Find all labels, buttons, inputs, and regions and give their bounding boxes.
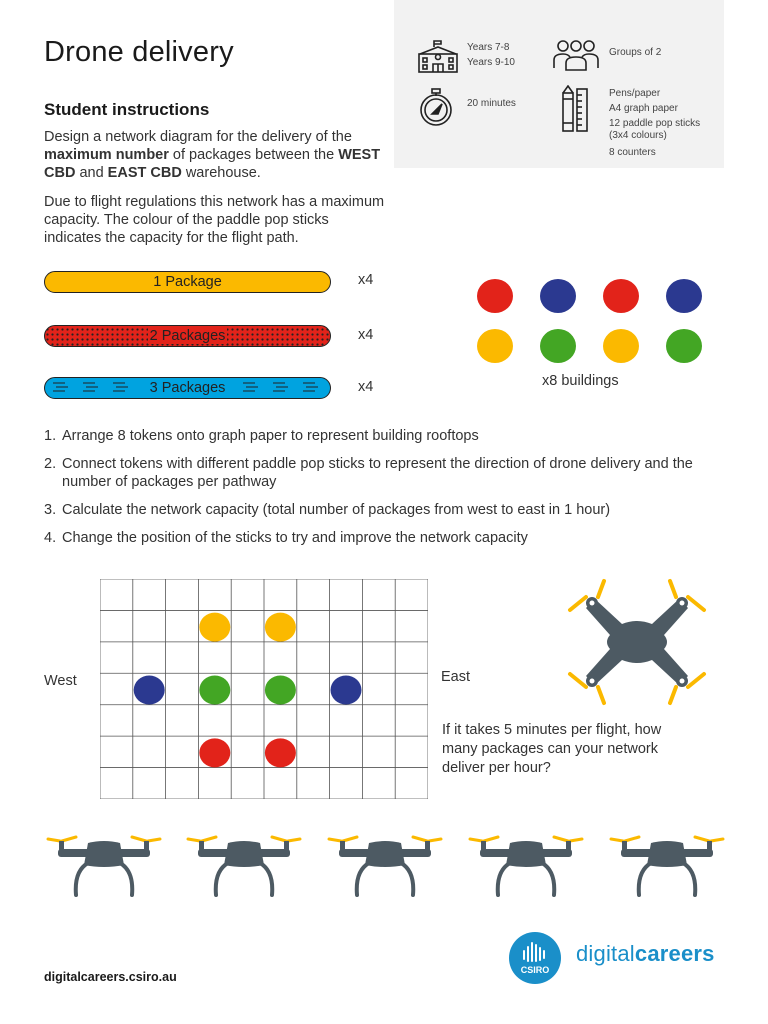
- brand-bold: careers: [634, 941, 715, 966]
- materials-5: 8 counters: [609, 147, 656, 158]
- years-line-1: Years 7-8: [467, 42, 510, 53]
- step-number: 1.: [44, 428, 57, 444]
- building-token: [603, 279, 639, 313]
- csiro-logo-text: CSIRO: [520, 965, 550, 975]
- step-text: Change the position of the sticks to try and improve the network capacity: [62, 530, 528, 546]
- stick-2-packages: [44, 325, 331, 347]
- drone-side-icon: [325, 835, 445, 906]
- step-text: Connect tokens with different paddle pop sticks to represent the direction of drone delivery and the number of packages per pathway: [62, 456, 693, 490]
- instruction-list: [44, 427, 724, 557]
- materials-2: A4 graph paper: [609, 103, 678, 114]
- stick-label: 1 Package: [153, 274, 222, 290]
- intro-text: warehouse.: [181, 165, 261, 181]
- intro-paragraph-1: [44, 128, 389, 182]
- intro-text: and: [75, 165, 108, 181]
- step-number: 2.: [44, 456, 57, 472]
- list-item: [44, 455, 724, 491]
- intro-text: of packages between the: [168, 147, 339, 163]
- grid-building-token: [265, 613, 296, 642]
- drone-side-icon: [466, 835, 586, 906]
- grid-building-token: [199, 738, 230, 767]
- intro-bold-east: EAST CBD: [107, 165, 182, 181]
- question-text: If it takes 5 minutes per flight, how many packages can your network deliver per hour?: [442, 722, 662, 776]
- years-line-2: Years 9-10: [467, 57, 515, 68]
- building-token: [477, 329, 513, 363]
- groups-text: Groups of 2: [609, 47, 662, 58]
- graph-paper-grid: [100, 579, 428, 799]
- list-item: [44, 529, 724, 547]
- buildings-label: x8 buildings: [542, 373, 619, 389]
- building-token: [603, 329, 639, 363]
- materials-3: 12 paddle pop sticks: [609, 118, 701, 129]
- grid-building-token: [331, 676, 362, 705]
- building-token: [477, 279, 513, 313]
- stick-count: x4: [358, 327, 374, 343]
- step-text: Arrange 8 tokens onto graph paper to represent building rooftops: [62, 428, 479, 444]
- materials-1: Pens/paper: [609, 88, 661, 99]
- intro-bold-west: WEST CBD: [44, 147, 381, 181]
- step-number: 3.: [44, 502, 57, 518]
- stick-label: 3 Packages: [149, 380, 226, 396]
- step-text: Calculate the network capacity (total number of packages from west to east in 1 hour): [62, 502, 611, 518]
- footer-url[interactable]: digitalcareers.csiro.au: [44, 970, 177, 984]
- step-number: 4.: [44, 530, 57, 546]
- materials-4: (3x4 colours): [609, 130, 667, 141]
- stick-count: x4: [358, 272, 374, 288]
- stick-count: x4: [358, 379, 374, 395]
- intro-paragraph-2: Due to flight regulations this network has a maximum capacity. The colour of the paddle pop sticks indicates the capacity for the flight path.: [44, 194, 385, 246]
- drone-side-icon: [184, 835, 304, 906]
- grid-building-token: [265, 738, 296, 767]
- drone-top-view-icon: [562, 578, 712, 706]
- list-item: [44, 501, 724, 519]
- intro-text: Design a network diagram for the delivery of the: [44, 129, 352, 145]
- building-token: [666, 279, 702, 313]
- csiro-logo-icon: [508, 931, 562, 985]
- digital-careers-brand: [576, 941, 715, 967]
- stick-label: 2 Packages: [149, 328, 226, 344]
- building-token: [666, 329, 702, 363]
- west-label: West: [44, 673, 77, 689]
- building-token: [540, 279, 576, 313]
- brand-light: digital: [576, 941, 635, 966]
- stick-1-package: [44, 271, 331, 293]
- grid-building-token: [199, 613, 230, 642]
- info-box: [394, 0, 724, 168]
- group-icon: [551, 38, 601, 72]
- page-title: Drone delivery: [44, 36, 234, 68]
- grid-building-token: [199, 676, 230, 705]
- east-label: East: [441, 669, 471, 685]
- duration-text: 20 minutes: [467, 98, 516, 109]
- intro-bold-max: maximum number: [44, 147, 169, 163]
- drone-side-icon: [44, 835, 164, 906]
- stopwatch-icon: [418, 88, 454, 128]
- drone-side-icon: [607, 835, 727, 906]
- building-token: [540, 329, 576, 363]
- ruler-pencil-icon: [560, 85, 590, 133]
- section-heading: Student instructions: [44, 100, 210, 119]
- grid-building-token: [265, 676, 296, 705]
- school-icon: [416, 38, 460, 76]
- list-item: [44, 427, 724, 445]
- grid-building-token: [134, 676, 165, 705]
- stick-3-packages: [44, 377, 331, 399]
